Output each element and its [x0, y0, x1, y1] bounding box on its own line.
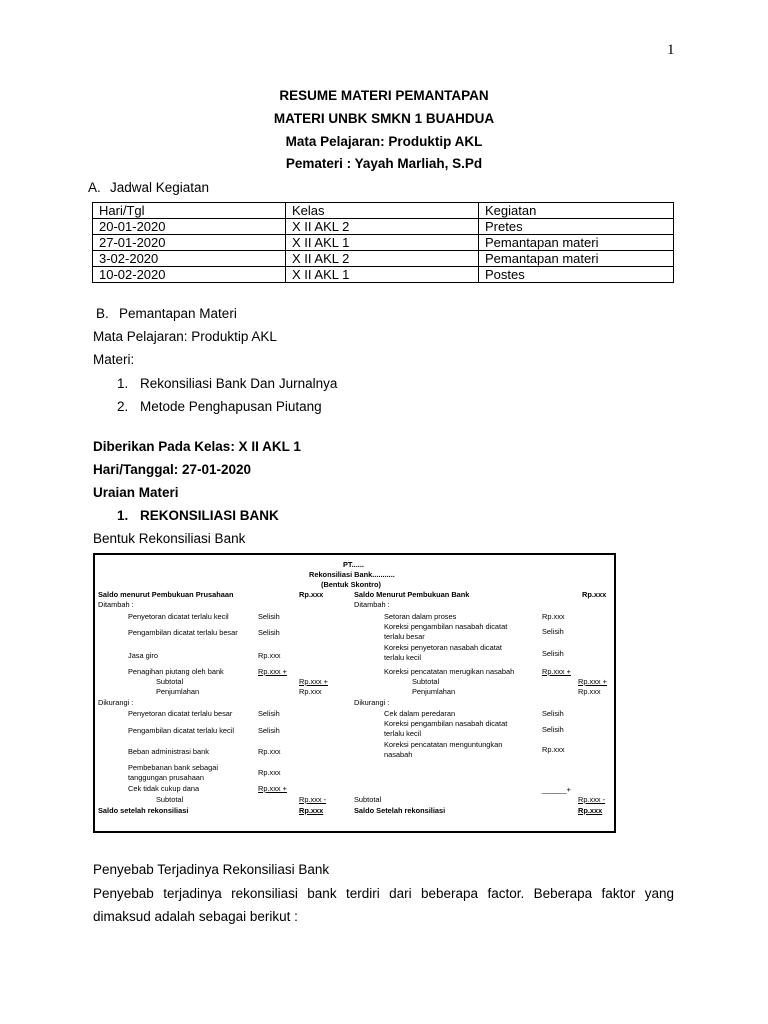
recon-right-sum-label: Penjumlahan [412, 687, 456, 696]
recon-left-sub-item: Penyetoran dicatat terlalu besar [128, 709, 233, 718]
table-row [93, 219, 674, 235]
recon-right-dikurangi: Dikurangi : [354, 698, 390, 707]
recon-left-add-item: Penyetoran dicatat terlalu kecil [128, 612, 229, 621]
recon-title: Rekonsiliasi Bank........... [309, 570, 395, 579]
recon-right-add-item: Koreksi penyetoran nasabah dicatat [384, 643, 502, 652]
recon-left-sub-value: Rp.xxx [258, 768, 281, 777]
recon-left-sub-item: Beban administrasi bank [128, 747, 209, 756]
recon-company: PT...... [343, 560, 364, 569]
table-cell: X II AKL 1 [286, 235, 479, 251]
materi-item-number: 1. [117, 376, 129, 391]
recon-left-add-item: Penagihan piutang oleh bank [128, 667, 224, 676]
recon-right-subtotal-value: Rp.xxx - [578, 795, 606, 804]
table-row [93, 267, 674, 283]
recon-left-sub-value: Selisih [258, 726, 280, 735]
recon-left-sub-item: Cek tidak cukup dana [128, 784, 200, 793]
recon-right-sub-value: Selisih [542, 725, 564, 734]
table-cell: X II AKL 1 [286, 267, 479, 283]
recon-left-add-value: Selisih [258, 628, 280, 637]
recon-left-add-value: Rp.xxx + [258, 667, 287, 676]
materi-item: Metode Penghapusan Piutang [140, 399, 322, 414]
recon-left-dikurangi: Dikurangi : [98, 698, 134, 707]
table-header-cell: Hari/Tgl [93, 203, 286, 219]
recon-right-sub-value: Rp.xxx [542, 745, 565, 754]
recon-left-sub-item: Pembebanan bank sebagai [128, 763, 218, 772]
recon-left-subtotal-label: Subtotal [156, 677, 184, 686]
recon-right-sub-item: Koreksi pencatatan menguntungkan [384, 740, 503, 749]
table-row [93, 251, 674, 267]
table-header-row [93, 203, 674, 219]
recon-left-sub-value: Rp.xxx + [258, 784, 287, 793]
recon-right-sub-item-cont: nasabah [384, 750, 413, 759]
given-date: Hari/Tanggal: 27-01-2020 [93, 462, 252, 477]
recon-left-add-item: Pengambilan dicatat terlalu besar [128, 628, 238, 637]
recon-right-add-item-cont: terlalu besar [384, 632, 425, 641]
table-cell: 3-02-2020 [93, 251, 286, 267]
recon-right-add-item: Koreksi pencatatan merugikan nasabah [384, 667, 515, 676]
causes-paragraph-line-1: Penyebab terjadinya rekonsiliasi bank terdiri dari beberapa factor. Beberapa faktor yang [93, 886, 674, 901]
table-cell: 20-01-2020 [93, 219, 286, 235]
recon-subtitle: (Bentuk Skontro) [321, 580, 381, 589]
table-cell: X II AKL 2 [286, 219, 479, 235]
recon-left-sub-value: Rp.xxx [258, 747, 281, 756]
recon-right-final-value: Rp.xxx [578, 806, 603, 815]
recon-right-add-value: Selisih [542, 649, 564, 658]
recon-right-add-value: Selisih [542, 627, 564, 636]
recon-right-sub-value: Selisih [542, 709, 564, 718]
recon-right-final-label: Saldo Setelah rekonsiliasi [354, 806, 446, 815]
table-cell: X II AKL 2 [286, 251, 479, 267]
recon-left-add-value: Rp.xxx [258, 651, 281, 660]
table-cell: Postes [479, 267, 674, 283]
materi-label: Materi: [93, 352, 135, 367]
section-a-title: Jadwal Kegiatan [110, 180, 210, 195]
recon-right-subtotal-label: Subtotal [412, 677, 440, 686]
table-cell: Pretes [479, 219, 674, 235]
causes-paragraph-line-2: dimaksud adalah sebagai berikut : [93, 909, 298, 924]
recon-left-add-item: Jasa giro [128, 651, 158, 660]
recon-left-sub-item: Pengambilan dicatat terlalu kecil [128, 726, 234, 735]
materi-item-number: 2. [117, 399, 129, 414]
table-row [93, 235, 674, 251]
schedule-table [92, 202, 674, 283]
table-cell: Pemantapan materi [479, 235, 674, 251]
recon-left-ditambah: Ditambah : [98, 600, 134, 609]
recon-left-header-amount: Rp.xxx [299, 590, 324, 599]
causes-heading: Penyebab Terjadinya Rekonsiliasi Bank [93, 862, 330, 877]
table-cell: 27-01-2020 [93, 235, 286, 251]
section-a-label: A. [88, 180, 101, 195]
recon-right-header: Saldo Menurut Pembukuan Bank [354, 590, 470, 599]
recon-left-add-value: Selisih [258, 612, 280, 621]
recon-left-sum-value: Rp.xxx [299, 687, 322, 696]
page-number: 1 [667, 42, 675, 58]
recon-right-sub-item: Cek dalam peredaran [384, 709, 456, 718]
section-b-label: B. [96, 306, 109, 321]
materi-item: Rekonsiliasi Bank Dan Jurnalnya [140, 376, 338, 391]
recon-right-add-item-cont: terlalu kecil [384, 653, 421, 662]
recon-right-ditambah: Ditambah : [354, 600, 390, 609]
recon-left-sum-label: Penjumlahan [156, 687, 200, 696]
section-b-title: Pemantapan Materi [119, 306, 237, 321]
recon-left-subtotal-value: Rp.xxx + [299, 677, 328, 686]
recon-right-blank-value: ______+ [542, 785, 571, 794]
topic-title: REKONSILIASI BANK [140, 508, 279, 523]
recon-right-subtotal-label: Subtotal [354, 795, 382, 804]
recon-left-final-value: Rp.xxx [299, 806, 324, 815]
topic-number: 1. [117, 508, 129, 523]
uraian-heading: Uraian Materi [93, 485, 179, 500]
reconciliation-form [93, 553, 616, 833]
doc-subject: Mata Pelajaran: Produktip AKL [285, 134, 483, 149]
recon-right-sub-item-cont: terlalu kecil [384, 729, 421, 738]
doc-title-line-1: RESUME MATERI PEMANTAPAN [279, 88, 489, 103]
form-caption: Bentuk Rekonsiliasi Bank [93, 531, 246, 546]
recon-right-add-value: Rp.xxx + [542, 667, 571, 676]
given-class: Diberikan Pada Kelas: X II AKL 1 [93, 439, 301, 454]
doc-title-line-2: MATERI UNBK SMKN 1 BUAHDUA [273, 111, 495, 126]
recon-right-header-amount: Rp.xxx [582, 590, 607, 599]
table-header-cell: Kegiatan [479, 203, 674, 219]
table-cell: Pemantapan materi [479, 251, 674, 267]
recon-right-sub-item: Koreksi pengambilan nasabah dicatat [384, 719, 508, 728]
table-header-cell: Kelas [286, 203, 479, 219]
recon-left-sub-value: Selisih [258, 709, 280, 718]
recon-left-subtotal-value: Rp.xxx - [299, 795, 327, 804]
table-cell: 10-02-2020 [93, 267, 286, 283]
recon-left-sub-item-cont: tanggungan prusahaan [128, 773, 205, 782]
recon-right-add-value: Rp.xxx [542, 612, 565, 621]
recon-right-subtotal-value: Rp.xxx + [578, 677, 607, 686]
subject-line: Mata Pelajaran: Produktip AKL [93, 329, 277, 344]
recon-right-add-item: Setoran dalam proses [384, 612, 457, 621]
recon-right-sum-value: Rp.xxx [578, 687, 601, 696]
recon-left-subtotal-label: Subtotal [156, 795, 184, 804]
doc-presenter: Pemateri : Yayah Marliah, S.Pd [285, 156, 483, 171]
recon-left-header: Saldo menurut Pembukuan Prusahaan [98, 590, 234, 599]
recon-right-add-item: Koreksi pengambilan nasabah dicatat [384, 622, 508, 631]
recon-left-final-label: Saldo setelah rekonsiliasi [98, 806, 189, 815]
